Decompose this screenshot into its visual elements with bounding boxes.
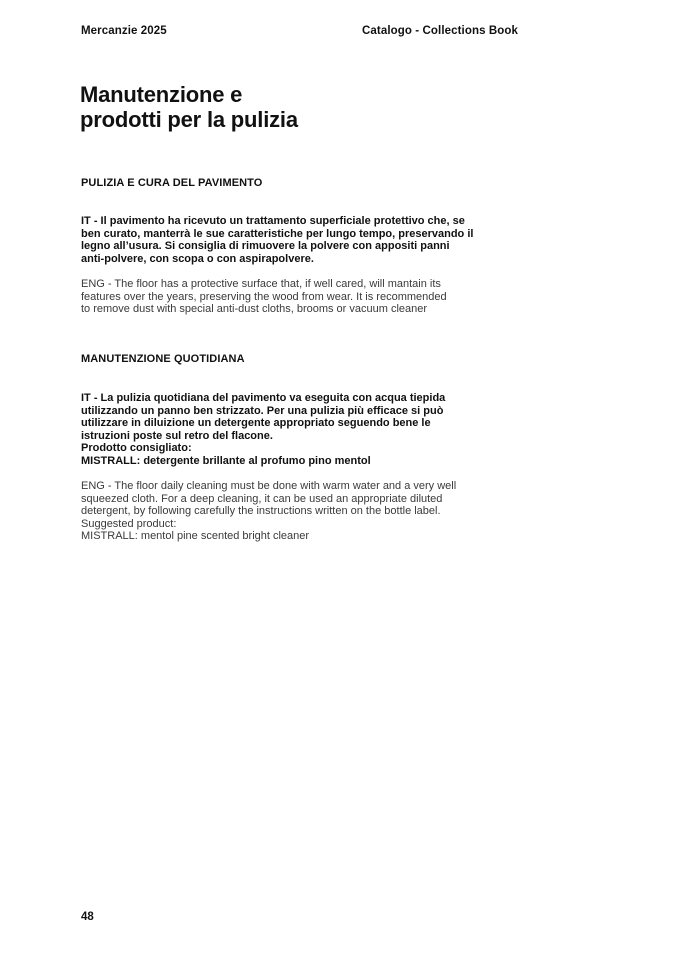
header-brand: Mercanzie 2025	[81, 25, 167, 37]
text-line: ENG - The floor daily cleaning must be done with warm water and a very well	[81, 480, 457, 492]
text-line: squeezed cloth. For a deep cleaning, it can be used an appropriate diluted	[81, 492, 443, 505]
text-line: detergent, by following carefully the instructions written on the bottle label.	[81, 505, 441, 518]
text-line: Prodotto consigliato:	[81, 442, 192, 455]
text-line: to remove dust with special anti-dust cloths, brooms or vacuum cleaner	[81, 303, 428, 316]
page-title	[80, 82, 480, 132]
text-line: ben curato, manterrà le sue caratteristiche per lungo tempo, preservando il	[81, 227, 474, 240]
text-line: istruzioni poste sul retro del flacone.	[81, 429, 273, 442]
page-title-line-1: Manutenzione e	[80, 82, 243, 107]
page-number: 48	[81, 911, 94, 923]
text-line: IT - Il pavimento ha ricevuto un trattamento superficiale protettivo che, se	[81, 215, 465, 227]
text-line: utilizzando un panno ben strizzato. Per una pulizia più efficace si può	[81, 404, 444, 417]
section-floor-care-it-text	[81, 215, 501, 265]
section-heading-daily-maintenance: MANUTENZIONE QUOTIDIANA	[81, 353, 245, 365]
section-daily-maintenance-it-text	[81, 392, 501, 468]
section-heading-floor-care: PULIZIA E CURA DEL PAVIMENTO	[81, 177, 263, 189]
text-line: utilizzare in diluizione un detergente appropriato seguendo bene le	[81, 417, 431, 430]
page-title-line-2: prodotti per la pulizia	[80, 107, 298, 132]
section-floor-care-eng-text	[81, 278, 501, 316]
text-line: anti-polvere, con scopa o con aspirapolvere.	[81, 252, 314, 265]
section-daily-maintenance-eng-text	[81, 480, 501, 543]
text-line: ENG - The floor has a protective surface that, if well cared, will mantain its	[81, 278, 441, 290]
text-line: Suggested product:	[81, 517, 177, 530]
text-line: legno all’usura. Si consiglia di rimuovere la polvere con appositi panni	[81, 240, 450, 253]
text-line: MISTRALL: mentol pine scented bright cleaner	[81, 530, 310, 543]
text-line: features over the years, preserving the wood from wear. It is recommended	[81, 290, 447, 303]
text-line: IT - La pulizia quotidiana del pavimento va eseguita con acqua tiepida	[81, 392, 446, 404]
text-line: MISTRALL: detergente brillante al profumo pino mentol	[81, 454, 371, 467]
header-catalog-title: Catalogo - Collections Book	[362, 25, 519, 37]
